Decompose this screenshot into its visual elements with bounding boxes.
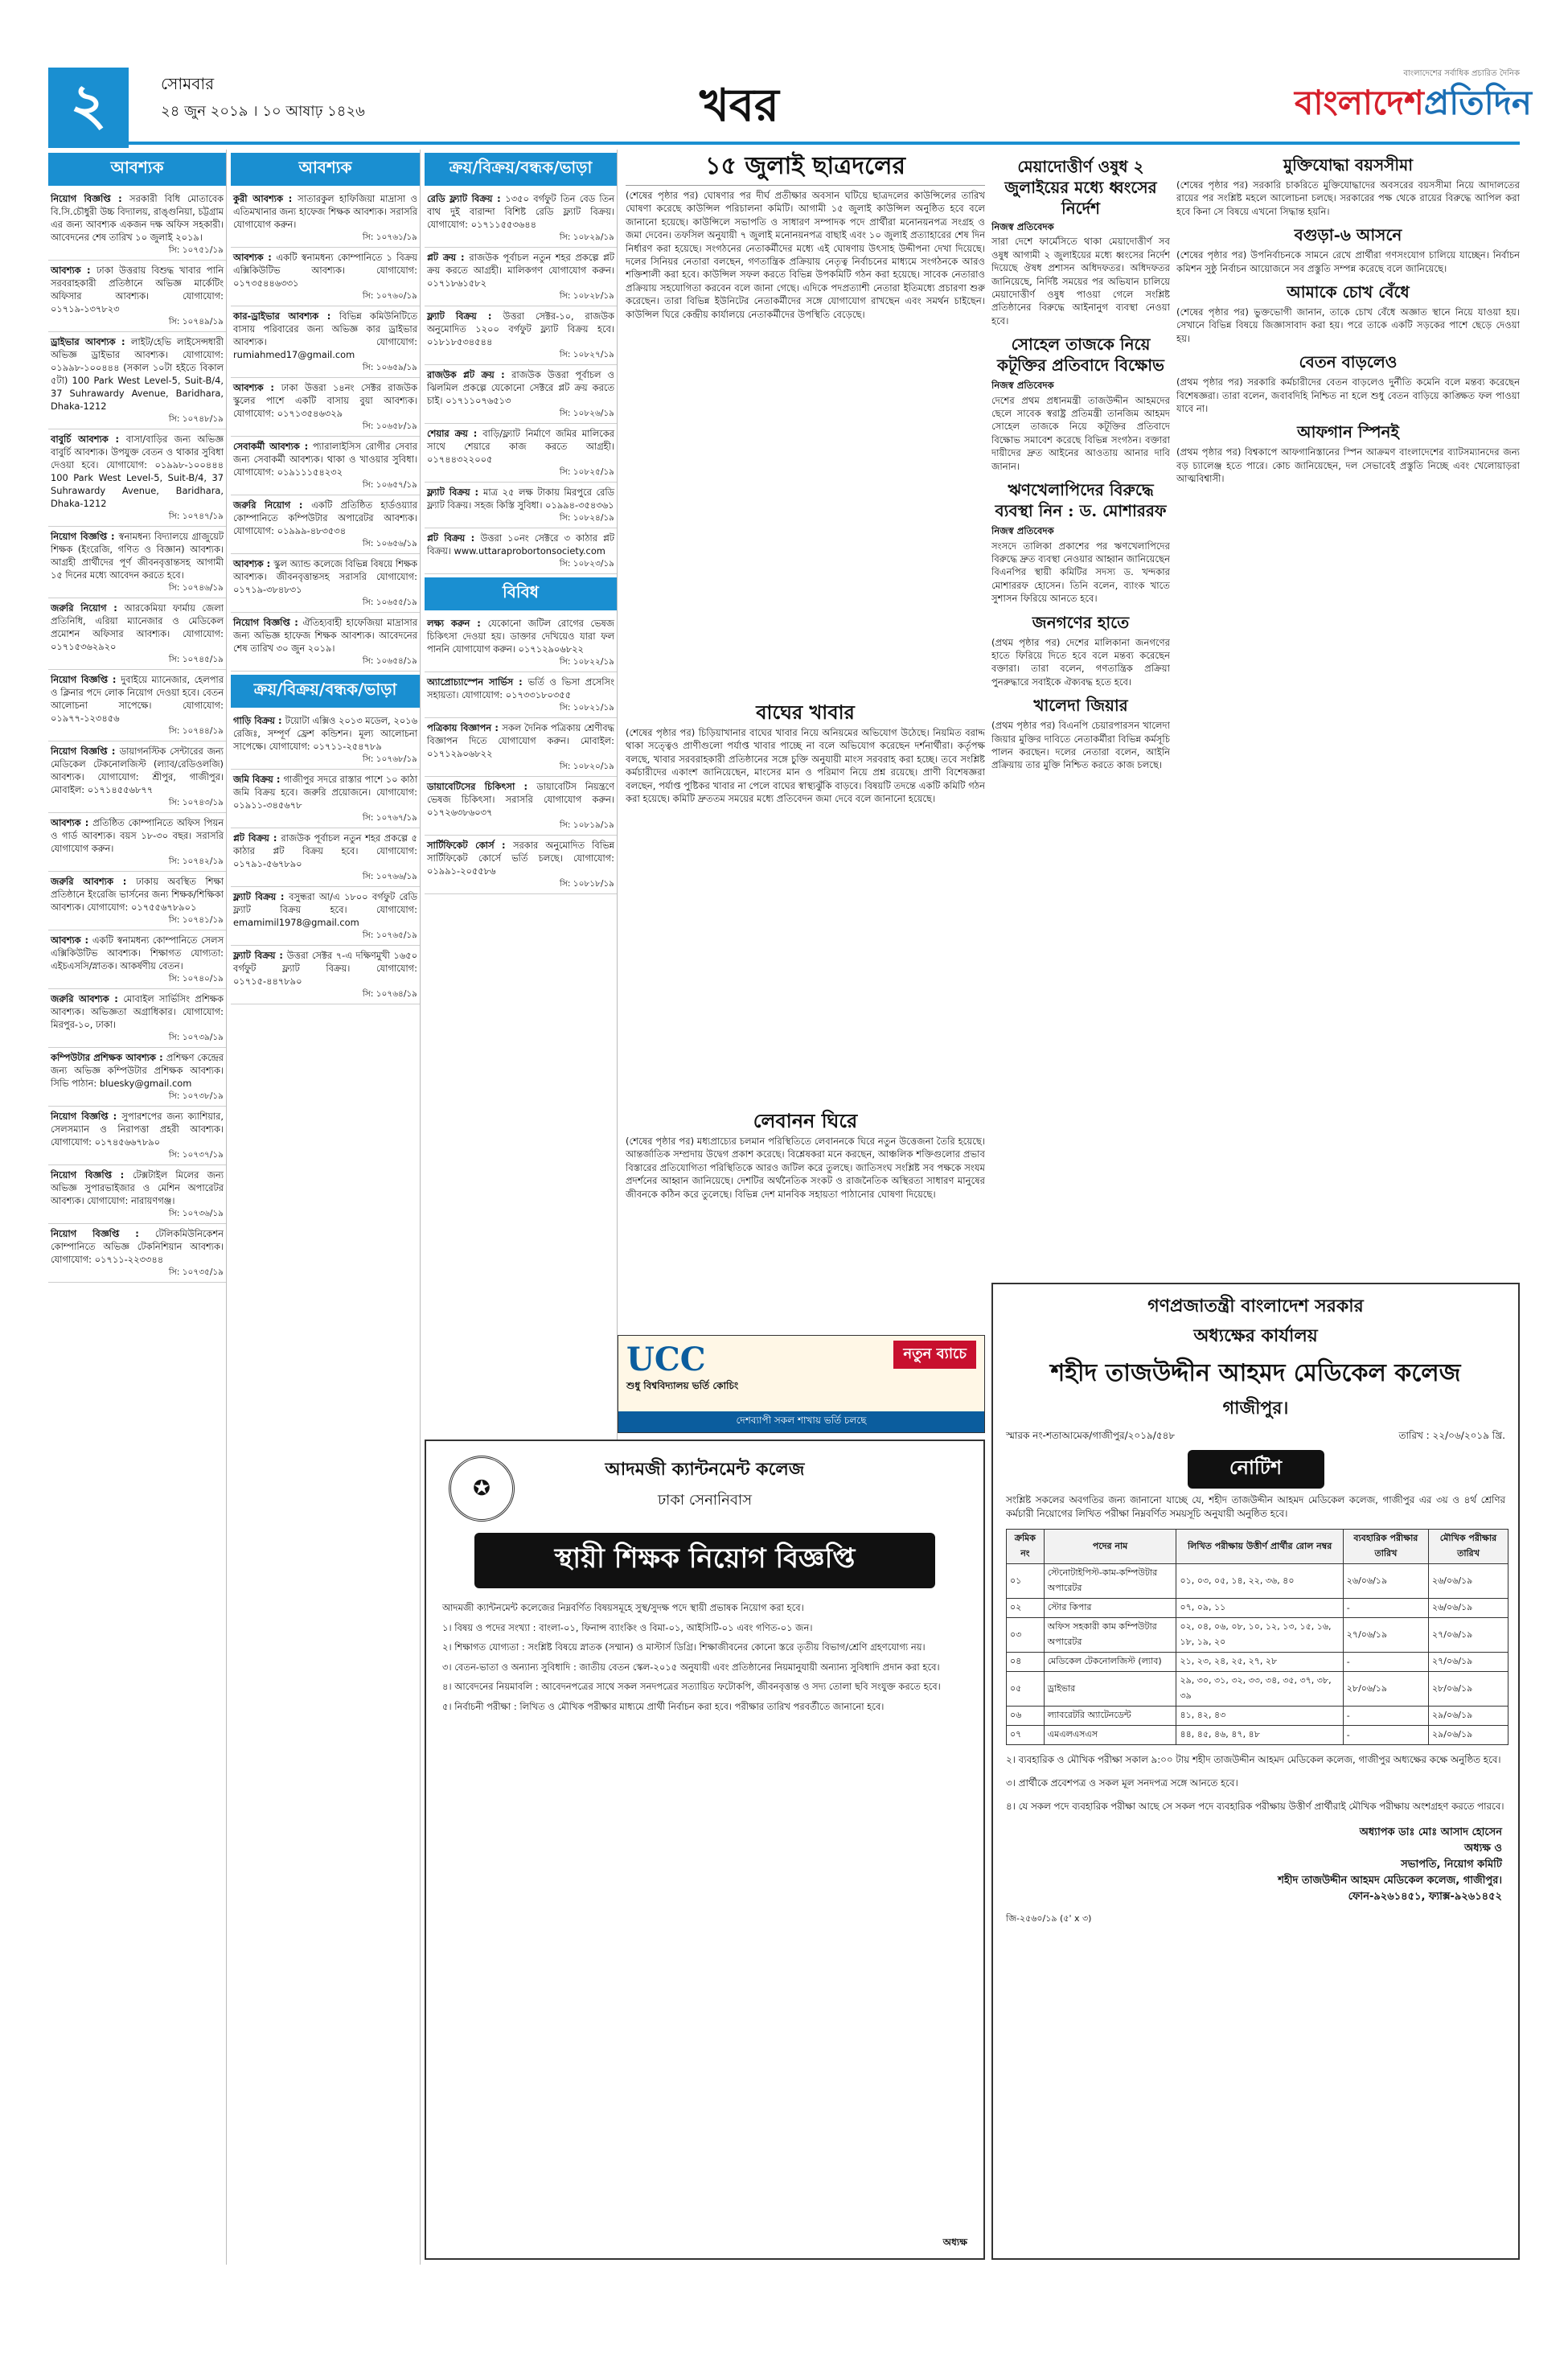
- ad-code: সি: ১০৮১৮/১৯: [559, 879, 614, 889]
- classified-ad: [231, 248, 420, 306]
- classified-ad: [231, 554, 420, 613]
- classified-ad: [48, 813, 226, 872]
- ad-title: বাবুর্চি আবশ্যক :: [51, 433, 126, 445]
- header-date: ২৪ জুন ২০১৯ । ১০ আষাঢ় ১৪২৬: [161, 103, 365, 120]
- ad-title: আবশ্যক :: [233, 382, 281, 393]
- table-cell: ২৬/০৬/১৯: [1429, 1599, 1508, 1618]
- ad-text: ডায়াবেটিস নিয়ন্ত্রণে ভেষজ চিকিৎসা। সরাসরি যোগাযোগ করুন। ০১৭২৬৩৮৬০৩৭: [427, 781, 615, 818]
- ad-code: সি: ১০৭৬৪/১৯: [362, 989, 417, 999]
- ad-text: দুবাইয়ে ম্যানেজার, হেলপার ও ক্লিনার পদে লোক নিয়োগ দেওয়া হবে। বেতন আলোচনা সাপেক্ষে। যোগাযোগ: ০১৯৭৭-১২৩৪৫৬: [51, 674, 224, 724]
- ad-title: আবশ্যক :: [233, 252, 277, 263]
- adamjee-headline: স্থায়ী শিক্ষক নিয়োগ বিজ্ঞপ্তি: [474, 1533, 935, 1588]
- table-cell: ২৯, ৩০, ৩১, ৩২, ৩৩, ৩৪, ৩৫, ৩৭, ৩৮, ৩৯: [1176, 1672, 1343, 1707]
- classified-ad: [425, 248, 617, 306]
- ad-title: নিয়োগ বিজ্ঞপ্তি :: [51, 1111, 122, 1122]
- ad-title: নিয়োগ বিজ্ঞপ্তি :: [51, 674, 121, 685]
- article-afghan-spin: (প্রথম পৃষ্ঠার পর) বিশ্বকাপে আফগানিস্তানের স্পিন আক্রমণ বাংলাদেশের ব্যাটসম্যানদের জন্য বড় চ্যালেঞ্জ হতে পারে। কোচ জানিয়েছেন, দল সেভাবেই প্রস্তুতি নিচ্ছে এবং খেলোয়াড়রা আত্মবিশ্বাসী।: [1176, 446, 1520, 485]
- table-cell: ০৫: [1007, 1672, 1045, 1707]
- table-row: [1007, 1564, 1508, 1599]
- ad-code: সি: ১০৬৫৬/১৯: [362, 539, 417, 548]
- ad-code: সি: ১০৭৩৭/১৯: [168, 1150, 224, 1160]
- section-title: খবর: [700, 79, 779, 132]
- ad-code: সি: ১০৮২১/১৯: [559, 703, 614, 713]
- article-salary: (প্রথম পৃষ্ঠার পর) সরকারি কর্মচারীদের বেতন বাড়লেও দুর্নীতি কমেনি বলে মন্তব্য করেছেন বিশেষজ্ঞরা। তারা বলেন, জবাবদিহি নিশ্চিত না হলে শুধু বেতন বাড়িয়ে কাঙ্ক্ষিত ফল পাওয়া যাবে না।: [1176, 376, 1520, 415]
- headline-khaleda: খালেদা জিয়ার: [1033, 696, 1128, 716]
- page-number: ২: [48, 68, 129, 148]
- ad-code: সি: ১০৬৫৪/১৯: [362, 656, 417, 666]
- table-cell: এমএলএসএস: [1044, 1726, 1176, 1745]
- ad-code: সি: ১০৬৫৭/১৯: [362, 480, 417, 490]
- news-column-c: [1176, 151, 1520, 1277]
- ad-code: সি: ১০৭৪৪/১৯: [168, 726, 224, 736]
- table-cell: ২৮/০৬/১৯: [1343, 1672, 1428, 1707]
- headline-salary: বেতন বাড়লেও: [1299, 352, 1398, 372]
- ad-text: উত্তরা ১০নং সেক্টরে ৩ কাঠার প্লট বিক্রয়। www.uttaraprobortonsociety.com: [427, 532, 614, 557]
- classified-column-3: [425, 150, 618, 1493]
- classified-ad: [48, 332, 226, 429]
- ucc-logo: UCC: [626, 1341, 706, 1378]
- ad-title: শেয়ার ক্রয় :: [427, 428, 483, 439]
- article-loan-defaulters: সংসদে তালিকা প্রকাশের পর ঋণখেলাপিদের বিরুদ্ধে দ্রুত ব্যবস্থা নেওয়ার আহ্বান জানিয়েছেন বিএনপির স্থায়ী কমিটির সদস্য ড. খন্দকার মোশাররফ হোসেন। তিনি বলেন, ব্যাংক খাতে সুশাসন ফিরিয়ে আনতে হবে।: [991, 540, 1170, 605]
- table-cell: মেডিকেল টেকনোলজিস্ট (ল্যাব): [1044, 1653, 1176, 1672]
- ad-title: অ্যাপ্রোচ্যাস্পেন সার্ভিস :: [427, 676, 528, 688]
- ad-text: একটি প্রতিষ্ঠিত হার্ডওয়্যার কোম্পানিতে কম্পিউটার অপারেটর আবশ্যক। যোগাযোগ: ০১৯৯৯-৪৮৩৫৩৪: [233, 499, 417, 536]
- ad-title: ফ্ল্যাট বিক্রয় :: [427, 487, 484, 498]
- ad-code: সি: ১০৭৬৬/১৯: [362, 872, 417, 881]
- classified-ad: [425, 483, 617, 528]
- ad-title: জরুরি নিয়োগ :: [51, 602, 125, 614]
- ad-code: সি: ১০৭৪৭/১৯: [168, 511, 224, 521]
- adamjee-intro: আদমজী ক্যান্টনমেন্ট কলেজের নিম্নবর্ণিত বিষয়সমূহে সুস্থ/সুদক্ষ পদে স্থায়ী প্রভাষক নিয়োগ করা হবে।: [442, 1602, 804, 1613]
- gov-line-4: গাজীপুর।: [1222, 1399, 1289, 1419]
- table-cell: অফিস সহকারী কাম কম্পিউটার অপারেটর: [1044, 1618, 1176, 1653]
- ad-text: লাইট/হেভি লাইসেন্সধারী অভিজ্ঞ ড্রাইভার আবশ্যক। যোগাযোগ: ০১৯৯৮-১০০৪৪৪ (সকাল ১০টা হইতে বিকাল ৫টা) 100 Park West Level-5, Suit-B/4, 37 Suhrawardy Avenue, Baridhara, Dhaka-1212: [51, 336, 224, 412]
- ad-code: সি: ১০৭৪৬/১৯: [168, 583, 224, 593]
- table-cell: ২৬/০৬/১৯: [1343, 1564, 1428, 1599]
- table-cell: ল্যাবরেটরি অ্যাটেনডেন্ট: [1044, 1707, 1176, 1726]
- gov-line-1: গণপ্রজাতন্ত্রী বাংলাদেশ সরকার: [1147, 1296, 1364, 1316]
- ad-text: বিভিন্ন কমিউনিটিতে বাসায় পরিবারের জন্য অভিজ্ঞ কার ড্রাইভার আবশ্যক। যোগাযোগ: rumiahmed17@gmail.com: [233, 310, 417, 360]
- classified-ad: [231, 189, 420, 248]
- government-notice: [991, 1283, 1520, 2260]
- ucc-new-batch: নতুন ব্যাচে: [893, 1341, 976, 1369]
- ad-text: বাসা/বাড়ির জন্য অভিজ্ঞ বাবুর্চি আবশ্যক। উপযুক্ত বেতন ও থাকার সুবিধা দেওয়া হবে। যোগাযোগ: ০১৯৯৮-১০০৪৪৪ 100 Park West Level-5, Suit-B/4, 37 Suhrawardy Avenue, Baridhara, Dhaka-1212: [51, 433, 224, 509]
- headline-expired-medicine: মেয়াদোত্তীর্ণ ওষুধ ২ জুলাইয়ের মধ্যে ধ্বংসের নির্দেশ: [1004, 157, 1157, 218]
- signatory-institution: শহীদ তাজউদ্দীন আহমদ মেডিকেল কলেজ, গাজীপুর।: [1278, 1875, 1502, 1887]
- ad-title: নিয়োগ বিজ্ঞপ্তি :: [51, 1228, 155, 1239]
- ad-title: জমি বিক্রয় :: [233, 774, 284, 785]
- ad-title: ফ্ল্যাট বিক্রয় :: [427, 310, 503, 322]
- ad-text: ঢাকা উত্তরা ১৪নং সেক্টর রাজউক স্কুলের পাশে একটি বাসায় বুয়া আবশ্যক। যোগাযোগ: ০১৭১৩৫৪৬৩২৯: [233, 382, 417, 419]
- signatory-title: অধ্যক্ষ ও: [1464, 1842, 1502, 1854]
- ad-text: স্কুল অ্যান্ড কলেজে বিভিন্ন বিষয়ে শিক্ষক আবশ্যক। জীবনবৃত্তান্তসহ সরাসরি যোগাযোগ: ০১৭১৯-৩৮৪৮৩১: [233, 558, 418, 595]
- table-cell: ২১, ২৩, ২৪, ২৫, ২৭, ২৮: [1176, 1653, 1343, 1672]
- logo-name-a: বাংলাদেশ: [1295, 83, 1424, 122]
- ucc-subtitle: শুধু বিশ্ববিদ্যালয় ভর্তি কোচিং: [626, 1380, 739, 1391]
- article-tiger-food: (শেষের পৃষ্ঠার পর) চিড়িয়াখানার বাঘের খাবার নিয়ে অনিয়মের অভিযোগ উঠেছে। নিয়মিত বরাদ্দ থাকা সত্ত্বেও প্রাণীগুলো পর্যাপ্ত খাবার পাচ্ছে না বলে অভিযোগ করেছেন দর্শনার্থীরা। কর্তৃপক্ষ বলছে, খাবার সরবরাহকারী প্রতিষ্ঠানের সঙ্গে চুক্তি অনুযায়ী মাংস সরবরাহ করা হচ্ছে। তবে সংশ্লিষ্ট কর্মচারীদের একাংশ জানিয়েছেন, মাংসের মান ও পরিমাণ নিয়ে প্রশ্ন রয়েছে। প্রাণী বিশেষজ্ঞরা বলছেন, পর্যাপ্ত পুষ্টিকর খাবার না পেলে বাঘের স্বাস্থ্যঝুঁকি বাড়বে। বিষয়টি তদন্তে একটি কমিটি গঠন করা হয়েছে। কমিটি দ্রুততম সময়ের মধ্যে প্রতিবেদন জমা দেবে বলে জানানো হয়েছে।: [626, 727, 985, 805]
- classified-ad: [425, 528, 617, 574]
- ad-text: টেলিকমিউনিকেশন কোম্পানিতে অভিজ্ঞ টেকনিশিয়ান আবশ্যক। যোগাযোগ: ০১৭১১-২২৩৩৪৪: [51, 1228, 224, 1265]
- notice-badge: নোটিশ: [1188, 1450, 1324, 1489]
- ad-text: গাজীপুর সদরে রাস্তার পাশে ১০ কাঠা জমি বিক্রয় হবে। জরুরি প্রয়োজনে। যোগাযোগ: ০১৯১১-৩৪৫৬৭৮: [233, 774, 417, 811]
- exam-schedule-table: [1006, 1529, 1508, 1745]
- headline-bogura: বগুড়া-৬ আসনে: [1294, 225, 1402, 245]
- ad-code: সি: ১০৮২৬/১৯: [559, 409, 614, 418]
- ad-title: কার-ড্রাইভার আবশ্যক :: [233, 310, 339, 322]
- ad-title: ড্রাইভার আবশ্যক :: [51, 336, 131, 347]
- ad-code: সি: ১০৬৫৯/১৯: [362, 363, 417, 372]
- classified-ad: [425, 836, 617, 894]
- signatory-name: অধ্যাপক ডাঃ মোঃ আসাদ হোসেন: [1359, 1826, 1502, 1838]
- classified-heading: আবশ্যক: [48, 153, 226, 186]
- adamjee-item: ১। বিষয় ও পদের সংখ্যা : বাংলা-০১, ফিনান্স ব্যাংকিং ও বিমা-০১, আইসিটি-০১ এবং গণিত-০১ জন।: [442, 1621, 813, 1633]
- college-seal-icon: ✪: [449, 1456, 515, 1522]
- article-freedom-fighter: (শেষের পৃষ্ঠার পর) সরকারি চাকরিতে মুক্তিযোদ্ধাদের অবসরের বয়সসীমা নিয়ে আদালতের রায়ের পর সংশ্লিষ্ট মহলে আলোচনা চলছে। সরকারের পক্ষ থেকে রায়ের বিরুদ্ধে আপিল করা হবে কিনা সে বিষয়ে এখনো সিদ্ধান্ত হয়নি।: [1176, 179, 1520, 217]
- table-cell: ২৬/০৬/১৯: [1429, 1564, 1508, 1599]
- ad-title: প্লট ক্রয় :: [427, 252, 470, 263]
- classified-ad: [48, 189, 226, 261]
- table-cell: -: [1343, 1707, 1428, 1726]
- ad-code: সি: ১০৭৩৮/১৯: [168, 1091, 224, 1101]
- ad-title: সেবাকর্মী আবশ্যক :: [233, 441, 313, 452]
- ad-code: সি: ১০৮২৩/১৯: [559, 559, 614, 569]
- headline-lebanon: লেবানন ঘিরে: [753, 1109, 858, 1132]
- byline: নিজস্ব প্রতিবেদক: [991, 221, 1054, 232]
- classified-ad: [231, 378, 420, 437]
- ad-code: সি: ১০৮২৮/১৯: [559, 291, 614, 301]
- article-public-hand: (প্রথম পৃষ্ঠার পর) দেশের মালিকানা জনগণের হাতে ফিরিয়ে দিতে হবে বলে মন্তব্য করেছেন বক্তারা। তারা বলেন, গণতান্ত্রিক প্রক্রিয়া পুনরুদ্ধারে সবাইকে ঐক্যবদ্ধ হতে হবে।: [991, 636, 1170, 688]
- table-row: [1007, 1707, 1508, 1726]
- ad-title: আবশ্যক :: [233, 558, 274, 569]
- classified-ad: [48, 930, 226, 989]
- newspaper-logo: [1295, 68, 1532, 142]
- ad-code: সি: ১০৭৪৮/১৯: [168, 414, 224, 424]
- classified-ad: [48, 261, 226, 332]
- signatory-committee: সভাপতি, নিয়োগ কমিটি: [1401, 1859, 1502, 1871]
- table-cell: ০১: [1007, 1564, 1045, 1599]
- gov-note: ৪। যে সকল পদে ব্যবহারিক পরীক্ষা আছে সে সকল পদে ব্যবহারিক পরীক্ষায় উত্তীর্ণ প্রার্থীরাই মৌখিক পরীক্ষায় অংশগ্রহণ করতে পারবে।: [1006, 1801, 1504, 1812]
- byline: নিজস্ব প্রতিবেদক: [991, 525, 1054, 537]
- classified-ad: [425, 365, 617, 424]
- ad-code: সি: ১০৮২৭/১৯: [559, 350, 614, 359]
- ad-text: টয়োটা এক্সিও ২০১৩ মডেল, ২০১৬ রেজিঃ, সম্পূর্ণ ফ্রেশ কন্ডিশন। মূল্য আলোচনা সাপেক্ষে। যোগাযোগ: ০১৭১১-২৫৪৭৮৯: [233, 715, 417, 752]
- ad-text: সাতারকুল হাফিজিয়া মাদ্রাসা ও এতিমখানার জন্য হাফেজ শিক্ষক আবশ্যক। সরাসরি যোগাযোগ করুন।: [233, 193, 417, 230]
- gov-intro: সংশ্লিষ্ট সকলের অবগতির জন্য জানানো যাচ্ছে যে, শহীদ তাজউদ্দীন আহমদ মেডিকেল কলেজ, গাজীপুর এর ৩য় ও ৪র্থ শ্রেণির কর্মচারী নিয়োগের লিখিত পরীক্ষা নিম্নবর্ণিত সময়সূচি অনুযায়ী অনুষ্ঠিত হবে।: [1006, 1494, 1505, 1519]
- ad-code: সি: ১০৬৫৮/১৯: [362, 421, 417, 431]
- classified-ad: [48, 1224, 226, 1283]
- classified-ad: [48, 741, 226, 813]
- table-cell: ২৮/০৬/১৯: [1429, 1672, 1508, 1707]
- classified-ad: [231, 887, 420, 946]
- ad-code: সি: ১০৭৬৮/১৯: [362, 754, 417, 764]
- table-row: [1007, 1653, 1508, 1672]
- ad-title: কুরী আবশ্যক :: [233, 193, 298, 204]
- gov-line-2: অধ্যক্ষের কার্যালয়: [1193, 1326, 1318, 1346]
- table-header-cell: ক্রমিক নং: [1007, 1530, 1045, 1564]
- table-cell: ০৭: [1007, 1726, 1045, 1745]
- headline-tiger-food: বাঘের খাবার: [756, 700, 855, 724]
- ad-text: যেকোনো জটিল রোগের ভেষজ চিকিৎসা দেওয়া হয়। ডাক্তার দেখিয়েও যারা ফল পাননি যোগাযোগ করুন। ০১৭১২৯০৬৮২২: [427, 618, 614, 655]
- classified-column-2: [231, 150, 421, 2265]
- headline-loan-defaulters: ঋণখেলাপিদের বিরুদ্ধে ব্যবস্থা নিন : ড. মোশাররফ: [995, 480, 1167, 521]
- table-cell: ০২, ০৪, ০৬, ০৮, ১০, ১২, ১৩, ১৫, ১৬, ১৮, ১৯, ২০: [1176, 1618, 1343, 1653]
- classified-ad: [231, 613, 420, 672]
- ad-text: বসুন্ধরা আ/এ ১৮০০ বর্গফুট রেডি ফ্ল্যাট বিক্রয় হবে। যোগাযোগ: emamimil1978@gmail.com: [233, 891, 418, 928]
- ad-title: জরুরি নিয়োগ :: [233, 499, 312, 511]
- adamjee-item: ৫। নির্বাচনী পরীক্ষা : লিখিত ও মৌখিক পরীক্ষার মাধ্যমে প্রার্থী নির্বাচন করা হবে। পরীক্ষার তারিখ পরবর্তীতে জানানো হবে।: [442, 1700, 885, 1712]
- ad-text: প্রতিষ্ঠিত কোম্পানিতে অফিস পিয়ন ও গার্ড আবশ্যক। বয়স ১৮-৩০ বছর। সরাসরি যোগাযোগ করুন।: [51, 817, 224, 854]
- ad-code: সি: ১০৭৪০/১৯: [168, 974, 224, 984]
- table-header-cell: লিখিত পরীক্ষায় উত্তীর্ণ প্রার্থীর রোল নম্বর: [1176, 1530, 1343, 1564]
- ad-title: নিয়োগ বিজ্ঞপ্তি :: [51, 531, 119, 542]
- ad-title: ফ্ল্যাট বিক্রয় :: [233, 891, 289, 902]
- ad-code: সি: ১০৭৫১/১৯: [168, 245, 224, 255]
- table-cell: স্টোর কিপার: [1044, 1599, 1176, 1618]
- headline-sohel-taj: সোহেল তাজকে নিয়ে কটূক্তির প্রতিবাদে বিক্ষোভ: [997, 335, 1164, 376]
- table-row: [1007, 1672, 1508, 1707]
- headline-blindfold: আমাকে চোখ বেঁধে: [1287, 282, 1410, 302]
- signatory-phone: ফোন-৯২৬১৪৫১, ফ্যাক্স-৯২৬১৪৫২: [1348, 1891, 1502, 1903]
- ad-title: আবশ্যক :: [51, 265, 96, 276]
- table-cell: স্টেনোটাইপিস্ট-কাম-কম্পিউটার অপারেটর: [1044, 1564, 1176, 1599]
- header-rule: [48, 142, 1520, 145]
- classified-ad: [231, 495, 420, 554]
- table-cell: ০৭, ০৯, ১১: [1176, 1599, 1343, 1618]
- gov-note: ৩। প্রার্থীকে প্রবেশপত্র ও সকল মূল সনদপত্র সঙ্গে আনতে হবে।: [1006, 1777, 1238, 1789]
- classified-ad: [48, 598, 226, 670]
- gov-date: তারিখ : ২২/০৬/২০১৯ খ্রি.: [1398, 1430, 1505, 1441]
- table-cell: -: [1343, 1599, 1428, 1618]
- ad-title: রাজউক প্লট ক্রয় :: [427, 369, 512, 380]
- classified-ad: [425, 614, 617, 672]
- ad-code: সি: ১০৭৩৯/১৯: [168, 1033, 224, 1042]
- ad-text: ১৩৫০ বর্গফুট তিন বেড তিন বাথ দুই বারান্দা বিশিষ্ট রেডি ফ্ল্যাট বিক্রয়। যোগাযোগ: ০১৭১১৫৫৩৬৪৪: [427, 193, 614, 230]
- table-cell: ড্রাইভার: [1044, 1672, 1176, 1707]
- ad-title: প্লট বিক্রয় :: [427, 532, 481, 544]
- ad-text: রাজউক উত্তরা পূর্বাচল ও ঝিলমিল প্রকল্পে যেকোনো সেক্টরে প্লট ক্রয় করতে চাই। ০১৭১১০৭৬৫১৩: [427, 369, 614, 406]
- ad-text: সরকার অনুমোদিত বিভিন্ন সার্টিফিকেট কোর্সে ভর্তি চলছে। যোগাযোগ: ০১৯৯১-২০৫৫৮৬: [427, 840, 614, 877]
- classified-ad: [425, 777, 617, 836]
- table-cell: ০২: [1007, 1599, 1045, 1618]
- table-cell: ০৬: [1007, 1707, 1045, 1726]
- ad-text: প্রশিক্ষণ কেন্দ্রের জন্য অভিজ্ঞ কম্পিউটার প্রশিক্ষক আবশ্যক। সিভি পাঠান: bluesky@gmail.com: [51, 1052, 224, 1089]
- ad-code: সি: ১০৭৬৭/১৯: [362, 813, 417, 823]
- ad-code: সি: ১০৭৬৫/১৯: [362, 930, 417, 940]
- table-cell: ৪১, ৪২, ৪৩: [1176, 1707, 1343, 1726]
- ad-title: জরুরি আবশ্যক :: [51, 876, 137, 887]
- ad-text: ভর্তি ও ভিসা প্রসেসিং সহায়তা। যোগাযোগ: ০১৭৩৩১৮০৩৫৫: [427, 676, 614, 700]
- ad-code: সি: ১০৭৪৫/১৯: [168, 655, 224, 664]
- ad-code: সি: ১০৭৩৫/১৯: [168, 1267, 224, 1277]
- table-cell: ২৭/০৬/১৯: [1343, 1618, 1428, 1653]
- ad-title: ফ্ল্যাট বিক্রয় :: [233, 950, 287, 961]
- ad-title: জরুরি আবশ্যক :: [51, 993, 124, 1004]
- ad-code: সি: ১০৭৪৯/১৯: [168, 317, 224, 327]
- classified-heading: ক্রয়/বিক্রয়/বন্ধক/ভাড়া: [231, 675, 420, 708]
- classified-heading: ক্রয়/বিক্রয়/বন্ধক/ভাড়া: [425, 153, 617, 186]
- classified-ad: [425, 189, 617, 248]
- classified-ad: [48, 527, 226, 598]
- ad-title: পত্রিকায় বিজ্ঞাপন :: [427, 722, 503, 733]
- classified-ad: [425, 718, 617, 777]
- page-header: [48, 68, 1532, 150]
- ad-title: কম্পিউটার প্রশিক্ষক আবশ্যক :: [51, 1052, 166, 1063]
- ucc-advertisement: [618, 1335, 985, 1433]
- table-header-cell: ব্যবহারিক পরীক্ষার তারিখ: [1343, 1530, 1428, 1564]
- ad-title: নিয়োগ বিজ্ঞপ্তি :: [51, 1169, 133, 1181]
- classified-ad: [48, 1048, 226, 1107]
- ad-code: সি: ১০৮১৯/১৯: [559, 820, 614, 830]
- ad-code: সি: ১০৮২০/১৯: [559, 762, 614, 771]
- table-cell: ২৯/০৬/১৯: [1429, 1707, 1508, 1726]
- ad-code: সি: ১০৮২৫/১৯: [559, 467, 614, 477]
- table-cell: ০৩: [1007, 1618, 1045, 1653]
- classified-ad: [48, 429, 226, 527]
- ad-code: সি: ১০৭৬০/১৯: [362, 291, 417, 301]
- logo-tagline: বাংলাদেশের সর্বাধিক প্রচারিত দৈনিক: [1403, 69, 1520, 78]
- ad-text: উত্তরা সেক্টর ৭-এ দক্ষিণমুখী ১৬৫০ বর্গফুট ফ্ল্যাট বিক্রয়। যোগাযোগ: ০১৭১৫-৪৪৭৮৯০: [233, 950, 417, 987]
- ad-code: সি: ১০৭৩৬/১৯: [168, 1209, 224, 1218]
- gov-code: জি-২৫৬০/১৯ (৫' x ৩): [1006, 1913, 1092, 1924]
- adamjee-item: ৩। বেতন-ভাতা ও অন্যান্য সুবিধাদি : জাতীয় বেতন স্কেল-২০১৫ অনুযায়ী এবং প্রতিষ্ঠানের নিয়মানুযায়ী অন্যান্য সুবিধাদি প্রদান করা হবে।: [442, 1661, 940, 1673]
- adamjee-college-advertisement: [425, 1440, 985, 2260]
- article-lebanon: (শেষের পৃষ্ঠার পর) মধ্যপ্রাচ্যের চলমান পরিস্থিতিতে লেবাননকে ঘিরে নতুন উত্তেজনা তৈরি হয়েছে। আন্তর্জাতিক সম্প্রদায় উদ্বেগ প্রকাশ করেছে। বিশ্লেষকরা মনে করছেন, আঞ্চলিক শক্তিগুলোর প্রভাব বিস্তারের প্রতিযোগিতা পরিস্থিতিকে আরও জটিল করে তুলছে। জাতিসংঘ সংশ্লিষ্ট সব পক্ষকে সংযম প্রদর্শনের আহ্বান জানিয়েছে। দেশটির অর্থনৈতিক সংকট ও রাজনৈতিক অস্থিরতা সাধারণ মানুষের জীবনকে কঠিন করে তুলেছে। বিভিন্ন দেশ মানবিক সহায়তা পাঠানোর ঘোষণা দিয়েছে।: [626, 1136, 985, 1200]
- classified-ad: [48, 872, 226, 930]
- classified-ad: [48, 670, 226, 741]
- ad-title: আবশ্যক :: [51, 817, 93, 828]
- classified-column-1: [48, 150, 227, 2265]
- table-cell: ৪৪, ৪৫, ৪৬, ৪৭, ৪৮: [1176, 1726, 1343, 1745]
- ucc-footer: দেশব্যাপী সকল শাখায় ভর্তি চলছে: [618, 1411, 984, 1432]
- table-cell: ২৭/০৬/১৯: [1429, 1618, 1508, 1653]
- article-blindfold: (শেষের পৃষ্ঠার পর) ভুক্তভোগী জানান, তাকে চোখ বেঁধে অজ্ঞাত স্থানে নিয়ে যাওয়া হয়। সেখানে বিভিন্ন বিষয়ে জিজ্ঞাসাবাদ করা হয়। পরে তাকে একটি সড়কের পাশে ছেড়ে দেওয়া হয়।: [1176, 306, 1520, 344]
- ad-text: প্যারালাইসিস রোগীর সেবার জন্য সেবাকর্মী আবশ্যক। থাকা ও খাওয়ার সুবিধা। যোগাযোগ: ০১৯১১১৫৪২৩২: [233, 441, 418, 478]
- news-column-a: [626, 151, 985, 1333]
- adamjee-signature: অধ্যক্ষ: [942, 2236, 967, 2248]
- classified-ad: [231, 770, 420, 828]
- gov-note: ২। ব্যবহারিক ও মৌখিক পরীক্ষা সকাল ৯:০০ টায় শহীদ তাজউদ্দীন আহমদ মেডিকেল কলেজ, গাজীপুর অধ্যক্ষের কক্ষে অনুষ্ঠিত হবে।: [1006, 1754, 1501, 1765]
- byline: নিজস্ব প্রতিবেদক: [991, 380, 1054, 392]
- table-cell: -: [1343, 1726, 1428, 1745]
- classified-ad: [231, 306, 420, 378]
- classified-heading: বিবিধ: [425, 577, 617, 610]
- ad-title: নিয়োগ বিজ্ঞপ্তি :: [51, 745, 120, 757]
- headline-public-hand: জনগণের হাতে: [1032, 612, 1130, 632]
- ad-text: ঢাকা উত্তরায় বিশুদ্ধ খাবার পানি সরবরাহকারী প্রতিষ্ঠানে অভিজ্ঞ মার্কেটিং অফিসার আবশ্যক। যোগাযোগ: ০১৭১৯-১৩৭৮২৩: [51, 265, 224, 314]
- ad-code: সি: ১০৮২৯/১৯: [559, 232, 614, 242]
- ad-title: নিয়োগ বিজ্ঞপ্তি :: [233, 617, 303, 628]
- ad-text: বাড়ি/ফ্ল্যাট নির্মাণে জমির মালিকের সাথে শেয়ারে কাজ করতে আগ্রহী। ০১৭৪৪৩২২০০৫: [427, 428, 614, 465]
- ad-title: সার্টিফিকেট কোর্স :: [427, 840, 513, 851]
- classified-ad: [425, 424, 617, 483]
- ad-text: রাজউক পূর্বাচল নতুন শহর প্রকল্পে ৫ কাঠার প্লট বিক্রয় হবে। যোগাযোগ: ০১৭৯১-৫৬৭৮৯০: [233, 832, 417, 869]
- classified-ad: [231, 437, 420, 495]
- ad-code: সি: ১০৮২২/১৯: [559, 657, 614, 667]
- headline-afghan-spin: আফগান স্পিনই: [1297, 422, 1399, 442]
- ad-text: সরকারী বিধি মোতাবেক বি.সি.চৌধুরী উচ্চ বিদ্যালয়, রাঙ্গুনিয়া, চট্টগ্রাম এর জন্য আবশ্যক একজন দক্ষ অফিস সহকারী। আবেদনের শেষ তারিখ ১০ জুলাই ২০১৯।: [51, 193, 224, 243]
- ad-code: সি: ১০৭৪১/১৯: [168, 915, 224, 925]
- table-header-cell: পদের নাম: [1044, 1530, 1176, 1564]
- headline-chhatradal: ১৫ জুলাই ছাত্রদলের: [626, 151, 985, 186]
- classified-ad: [425, 672, 617, 718]
- table-row: [1007, 1618, 1508, 1653]
- classified-ad: [231, 711, 420, 770]
- adamjee-item: ২। শিক্ষাগত যোগ্যতা : সংশ্লিষ্ট বিষয়ে স্নাতক (সম্মান) ও মাস্টার্স ডিগ্রি। শিক্ষাজীবনের কোনো স্তরে তৃতীয় বিভাগ/শ্রেণি গ্রহণযোগ্য নয়।: [442, 1641, 926, 1653]
- ad-text: মাত্র ২৫ লক্ষ টাকায় মিরপুরে রেডি ফ্ল্যাট বিক্রয়। সহজ কিস্তি সুবিধা। ০১৯৯৪-৩৫৪৩৬১: [427, 487, 614, 511]
- adamjee-title: আদমজী ক্যান্টনমেন্ট কলেজ: [605, 1460, 805, 1480]
- ad-text: একটি স্বনামধন্য কোম্পানিতে ১ বিক্রয় এক্সিকিউটিভ আবশ্যক। যোগাযোগ: ০১৭৩৫৪৪৬৩৩১: [233, 252, 417, 289]
- ad-text: টেক্সটাইল মিলের জন্য অভিজ্ঞ সুপারভাইজার ও মেশিন অপারেটর আবশ্যক। যোগাযোগ: নারায়ণগঞ্জ।: [51, 1169, 224, 1206]
- table-cell: ২৯/০৬/১৯: [1429, 1726, 1508, 1745]
- article-sohel-taj: দেশের প্রথম প্রধানমন্ত্রী তাজউদ্দীন আহমদের ছেলে সাবেক স্বরাষ্ট্র প্রতিমন্ত্রী তানজিম আহমদ সোহেল তাজকে নিয়ে কটূক্তির প্রতিবাদে বিক্ষোভ সমাবেশ করেছে বিভিন্ন সংগঠন। বক্তারা দায়ীদের দ্রুত আইনের আওতায় আনার দাবি জানান।: [991, 394, 1170, 472]
- table-header-cell: মৌখিক পরীক্ষার তারিখ: [1429, 1530, 1508, 1564]
- ad-title: গাড়ি বিক্রয় :: [233, 715, 285, 726]
- classified-ad: [425, 306, 617, 365]
- gov-ref: স্মারক নং-শতাআমেক/গাজীপুর/২০১৯/৫৪৮: [1006, 1430, 1176, 1441]
- classified-ad: [48, 989, 226, 1048]
- table-cell: ২৭/০৬/১৯: [1429, 1653, 1508, 1672]
- ad-title: লক্ষ্য করুন :: [427, 618, 488, 629]
- ad-text: আরকেমিয়া ফার্মায় জেলা প্রতিনিধি, এরিয়া ম্যানেজার ও মেডিকেল প্রমোশন অফিসার আবশ্যক। যোগাযোগ: ০১৭১৫৩৬২৯২০: [51, 602, 224, 652]
- classified-ad: [231, 828, 420, 887]
- table-cell: ০৪: [1007, 1653, 1045, 1672]
- article-bogura: (শেষের পৃষ্ঠার পর) উপনির্বাচনকে সামনে রেখে প্রার্থীরা গণসংযোগ চালিয়ে যাচ্ছেন। নির্বাচন কমিশন সুষ্ঠু নির্বাচন আয়োজনে সব প্রস্তুতি সম্পন্ন করেছে বলে জানিয়েছে।: [1176, 249, 1520, 274]
- ad-title: রেডি ফ্ল্যাট বিক্রয় :: [427, 193, 506, 204]
- ad-code: সি: ১০৮২৪/১৯: [559, 513, 614, 523]
- ad-text: মোবাইল সার্ভিসিং প্রশিক্ষক আবশ্যক। অভিজ্ঞতা অগ্রাধিকার। যোগাযোগ: মিরপুর-১০, ঢাকা।: [51, 993, 224, 1030]
- article-expired-medicine: সারা দেশে ফার্মেসিতে থাকা মেয়াদোত্তীর্ণ সব ওষুধ আগামী ২ জুলাইয়ের মধ্যে ধ্বংসের নির্দেশ দিয়েছে ঔষধ প্রশাসন অধিদফতর। অধিদফতর জানিয়েছে, নির্দিষ্ট সময়ের পর অভিযান চালিয়ে মেয়াদোত্তীর্ণ ওষুধ পাওয়া গেলে সংশ্লিষ্ট প্রতিষ্ঠানের বিরুদ্ধে আইনানুগ ব্যবস্থা নেওয়া হবে।: [991, 236, 1170, 327]
- logo-name-b: প্রতিদিন: [1423, 83, 1532, 122]
- adamjee-subtitle: ঢাকা সেনানিবাস: [657, 1492, 753, 1509]
- ad-code: সি: ১০৭৪৩/১৯: [168, 798, 224, 807]
- ad-title: ডায়াবেটিসের চিকিৎসা :: [427, 781, 537, 792]
- ad-title: আবশ্যক :: [51, 934, 92, 946]
- header-day: সোমবার: [161, 74, 215, 93]
- article-chhatradal: (শেষের পৃষ্ঠার পর) ঘোষণার পর দীর্ঘ প্রতীক্ষার অবসান ঘটিয়ে ছাত্রদলের কাউন্সিলের তারিখ ঘোষণা করেছে কাউন্সিল পরিচালনা কমিটি। আগামী ১৫ জুলাই কাউন্সিল অনুষ্ঠিত হবে বলে জানানো হয়েছে। কাউন্সিলে সভাপতি ও সাধারণ সম্পাদক পদে প্রার্থীরা মনোনয়নপত্র সংগ্রহ ও জমা দেবেন। তফসিল অনুযায়ী ৭ জুলাই মনোনয়নপত্র বাছাই এবং ১০ জুলাই প্রত্যাহারের শেষ দিন নির্ধারণ করা হয়েছে। সংগঠনের নেতাকর্মীদের মধ্যে এই ঘোষণায় উৎসাহ উদ্দীপনা দেখা দিয়েছে। দলের সিনিয়র নেতারা বলছেন, গণতান্ত্রিক প্রক্রিয়ায় নেতৃত্ব নির্বাচনের মাধ্যমে সংগঠনকে আরও শক্তিশালী করা হবে। কাউন্সিল সফল করতে বিভিন্ন উপকমিটি গঠন করা হয়েছে। সাবেক নেতারাও প্রক্রিয়ায় সহযোগিতা করবেন বলে জানা গেছে। এদিকে পদপ্রত্যাশী নেতারা ইতিমধ্যে প্রচারণা শুরু করেছেন। তারা বিভিন্ন ইউনিটের নেতাকর্মীদের সঙ্গে যোগাযোগ রাখছেন এবং সমর্থন চাইছেন। কাউন্সিল ঘিরে কেন্দ্রীয় কার্যালয়ে নেতাকর্মীদের উপস্থিতি বেড়েছে।: [626, 190, 985, 320]
- table-cell: -: [1343, 1653, 1428, 1672]
- classified-heading: আবশ্যক: [231, 153, 420, 186]
- gov-signature: [993, 1818, 1518, 1912]
- ad-text: একটি স্বনামধন্য কোম্পানিতে সেলস এক্সিকিউটিভ আবশ্যক। শিক্ষাগত যোগ্যতা: এইচএসসি/স্নাতক। আকর্ষণীয় বেতন।: [51, 934, 224, 971]
- ad-code: সি: ১০৭৪২/১৯: [168, 856, 224, 866]
- ad-text: ডায়াগনস্টিক সেন্টারের জন্য মেডিকেল টেকনোলজিস্ট (ল্যাব/রেডিওলজি) আবশ্যক। যোগাযোগ: শ্রীপুর, গাজীপুর। মোবাইল: ০১৭১৪৫৫৬৮৭৭: [51, 745, 224, 795]
- classified-ad: [48, 1107, 226, 1165]
- ad-text: রাজউক পূর্বাচল নতুন শহর প্রকল্পে প্লট ক্রয় করতে আগ্রহী। মালিকগণ যোগাযোগ করুন। ০১৭১৮৬১৫৮২: [427, 252, 615, 289]
- ad-code: সি: ১০৬৫৫/১৯: [362, 598, 417, 607]
- ad-text: ঢাকায় অবস্থিত শিক্ষা প্রতিষ্ঠানে ইংরেজি ভার্সনের জন্য শিক্ষক/শিক্ষিকা আবশ্যক। যোগাযোগ: ০১৭৫৫৬৭৮৯০১: [51, 876, 224, 913]
- ad-code: সি: ১০৭৬১/১৯: [362, 232, 417, 242]
- article-khaleda: (প্রথম পৃষ্ঠার পর) বিএনপি চেয়ারপারসন খালেদা জিয়ার মুক্তির দাবিতে নেতাকর্মীরা বিভিন্ন কর্মসূচি পালন করছেন। দলের নেতারা বলেন, আইনি প্রক্রিয়ায় তার মুক্তি নিশ্চিত করতে কাজ চলছে।: [991, 720, 1170, 771]
- adamjee-item: ৪। আবেদনের নিয়মাবলি : আবেদনপত্রের সাথে সকল সনদপত্রের সত্যায়িত ফটোকপি, জীবনবৃত্তান্ত ও সদ্য তোলা ছবি সংযুক্ত করতে হবে।: [442, 1681, 941, 1692]
- classified-ad: [231, 946, 420, 1004]
- ad-text: সকল দৈনিক পত্রিকায় শ্রেণীবদ্ধ বিজ্ঞাপন দিতে যোগাযোগ করুন। মোবাইল: ০১৭১২৯০৬৮২২: [427, 722, 614, 759]
- ad-text: উত্তরা সেক্টর-১০, রাজউক অনুমোদিত ১২০০ বর্গফুট ফ্ল্যাট বিক্রয় হবে। ০১৮১৮৫৩৪৫৪৪: [427, 310, 615, 347]
- table-row: [1007, 1726, 1508, 1745]
- ad-title: প্লট বিক্রয় :: [233, 832, 281, 844]
- ad-title: নিয়োগ বিজ্ঞপ্তি :: [51, 193, 130, 204]
- news-column-b: [991, 151, 1170, 1277]
- ad-text: সুপারশপের জন্য ক্যাশিয়ার, সেলসম্যান ও নিরাপত্তা প্রহরী আবশ্যক। যোগাযোগ: ০১৭৪৫৬৬৭৮৯০: [51, 1111, 224, 1148]
- ad-text: স্বনামধন্য বিদ্যালয়ে গ্রাজুয়েট শিক্ষক (ইংরেজি, গণিত ও বিজ্ঞান) আবশ্যক। আগ্রহী প্রার্থীদের পূর্ণ জীবনবৃত্তান্তসহ আগামী ১৫ দিনের মধ্যে আবেদন করতে হবে।: [51, 531, 224, 581]
- ad-text: ঐতিহ্যবাহী হাফেজিয়া মাদ্রাসার জন্য অভিজ্ঞ হাফেজ শিক্ষক আবশ্যক। আবেদনের শেষ তারিখ ৩০ জুন ২০১৯।: [233, 617, 418, 654]
- table-row: [1007, 1599, 1508, 1618]
- headline-freedom-fighter: মুক্তিযোদ্ধা বয়সসীমা: [1283, 155, 1413, 175]
- table-cell: ০১, ০৩, ০৫, ১৪, ২২, ৩৬, ৪০: [1176, 1564, 1343, 1599]
- classified-ad: [48, 1165, 226, 1224]
- gov-line-3: শহীদ তাজউদ্দীন আহমদ মেডিকেল কলেজ: [1050, 1359, 1461, 1387]
